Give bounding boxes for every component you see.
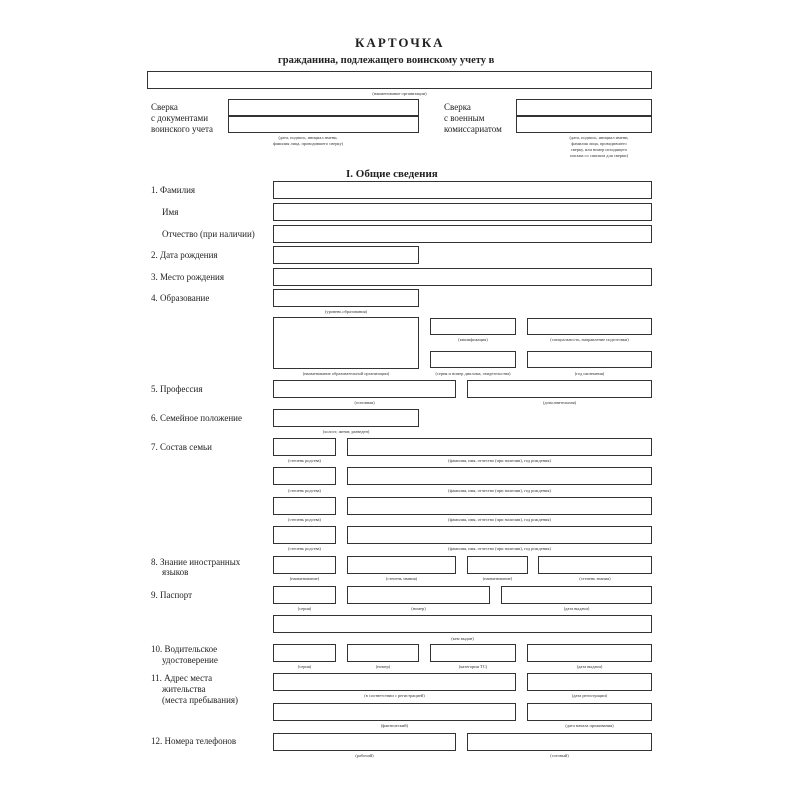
license-issue-date-field[interactable] <box>527 644 652 662</box>
card-title: КАРТОЧКА <box>355 35 445 50</box>
license-category-field[interactable] <box>430 644 516 662</box>
surname-field[interactable] <box>273 181 652 199</box>
license-label-2: удостоверение <box>162 655 218 665</box>
language-name-field-1[interactable] <box>273 556 336 574</box>
profession-main-caption: (основная) <box>354 400 375 405</box>
languages-label-1: 8. Знание иностранных <box>151 557 241 567</box>
address-registered-caption: (в соответствии с регистрацией) <box>364 693 425 698</box>
mobile-phone-field[interactable] <box>467 733 652 751</box>
diploma-caption: (серия и номер диплома, свидетельства) <box>435 371 511 376</box>
education-level-field[interactable] <box>273 289 419 307</box>
verify-comm-label-3: комиссариатом <box>444 124 502 134</box>
verify-comm-caption-2: фамилия лица, проводившего <box>571 141 627 146</box>
license-issue-date-caption: (дата выдачи) <box>576 664 603 669</box>
name-label: Имя <box>162 207 179 217</box>
license-label-1: 10. Водительское <box>151 644 218 654</box>
education-level-caption: (уровень образования) <box>324 309 368 314</box>
registration-date-caption: (дата регистрации) <box>571 693 608 698</box>
card-subtitle: гражданина, подлежащего воинскому учету в <box>278 55 495 66</box>
profession-additional-caption: (дополнительная) <box>542 400 577 405</box>
family-kinship-field-2[interactable] <box>273 467 336 485</box>
language-level-field-1[interactable] <box>347 556 456 574</box>
passport-series-field[interactable] <box>273 586 336 604</box>
specialty-field[interactable] <box>527 318 652 335</box>
passport-number-caption: (номер) <box>411 606 426 611</box>
family-member-caption-4: (фамилия, имя, отчество (при наличии), год рождения) <box>448 546 551 551</box>
marital-caption: (холост, женат, разведен) <box>322 429 370 434</box>
patronymic-field[interactable] <box>273 225 652 243</box>
address-label-3: (места пребывания) <box>162 695 239 705</box>
verify-comm-caption-1: (дата, подпись, инициал имени, <box>569 135 629 140</box>
address-label-1: 11. Адрес места <box>151 673 213 683</box>
qualification-field[interactable] <box>430 318 516 335</box>
family-member-field-4[interactable] <box>347 526 652 544</box>
work-phone-field[interactable] <box>273 733 456 751</box>
language-level-caption-2: (степень знания) <box>579 576 611 581</box>
passport-label: 9. Паспорт <box>151 590 193 600</box>
verify-comm-caption-3: сверку, или номер исходящего <box>570 147 628 152</box>
language-name-caption-1: (наименование) <box>289 576 320 581</box>
mobile-phone-caption: (сотовый) <box>550 753 569 758</box>
language-level-field-2[interactable] <box>538 556 652 574</box>
family-kinship-caption-3: (степень родства) <box>288 517 321 522</box>
verify-docs-field-2[interactable] <box>228 116 419 133</box>
verify-comm-caption-4: письма со списком для сверки) <box>570 153 628 158</box>
family-member-field-1[interactable] <box>347 438 652 456</box>
verify-docs-label-1: Сверка <box>151 102 178 112</box>
section-title: I. Общие сведения <box>346 168 438 180</box>
birth-date-field[interactable] <box>273 246 419 264</box>
work-phone-caption: (рабочий) <box>355 753 374 758</box>
verify-comm-label-2: с военным <box>444 113 485 123</box>
birth-place-label: 3. Место рождения <box>151 272 225 282</box>
verify-docs-caption-2: фамилия лица, проводившего сверку) <box>272 141 344 146</box>
address-actual-field[interactable] <box>273 703 516 721</box>
residence-start-field[interactable] <box>527 703 652 721</box>
license-category-caption: (категории ТС) <box>458 664 488 669</box>
birth-place-field[interactable] <box>273 268 652 286</box>
patronymic-label: Отчество (при наличии) <box>162 229 255 239</box>
license-number-caption: (номер) <box>375 664 391 669</box>
family-kinship-caption-2: (степень родства) <box>288 488 321 493</box>
address-label-2: жительства <box>162 684 206 694</box>
verify-docs-label-2: с документами <box>151 113 209 123</box>
passport-series-caption: (серия) <box>297 606 312 611</box>
family-label: 7. Состав семьи <box>151 442 212 452</box>
address-registered-field[interactable] <box>273 673 516 691</box>
verify-comm-field-2[interactable] <box>516 116 652 133</box>
languages-label-2: языков <box>162 567 189 577</box>
family-kinship-field-4[interactable] <box>273 526 336 544</box>
family-kinship-field-1[interactable] <box>273 438 336 456</box>
phones-label: 12. Номера телефонов <box>151 736 237 746</box>
profession-main-field[interactable] <box>273 380 456 398</box>
marital-field[interactable] <box>273 409 419 427</box>
family-kinship-field-3[interactable] <box>273 497 336 515</box>
family-kinship-caption-1: (степень родства) <box>288 458 321 463</box>
qualification-caption: (квалификация) <box>458 337 488 342</box>
family-member-caption-1: (фамилия, имя, отчество (при наличии), год рождения) <box>448 458 551 463</box>
passport-number-field[interactable] <box>347 586 490 604</box>
registration-date-field[interactable] <box>527 673 652 691</box>
institution-caption: (наименование образовательной организации) <box>302 371 390 376</box>
institution-field[interactable] <box>273 317 419 369</box>
passport-issued-by-caption: (кем выдан) <box>451 636 474 641</box>
organization-field[interactable] <box>147 71 652 89</box>
family-kinship-caption-4: (степень родства) <box>288 546 321 551</box>
license-number-field[interactable] <box>347 644 419 662</box>
education-label: 4. Образование <box>151 293 210 303</box>
specialty-caption: (специальность, направление подготовки) <box>550 337 629 342</box>
family-member-field-3[interactable] <box>347 497 652 515</box>
marital-label: 6. Семейное положение <box>151 413 242 423</box>
address-actual-caption: (фактический) <box>380 723 409 728</box>
language-name-caption-2: (наименование) <box>482 576 513 581</box>
passport-issued-by-field[interactable] <box>273 615 652 633</box>
language-level-caption-1: (степень знания) <box>385 576 418 581</box>
birth-date-label: 2. Дата рождения <box>151 250 218 260</box>
graduation-year-caption: (год окончания) <box>574 371 605 376</box>
surname-label: 1. Фамилия <box>151 185 196 195</box>
name-field[interactable] <box>273 203 652 221</box>
verify-docs-field-1[interactable] <box>228 99 419 116</box>
license-series-field[interactable] <box>273 644 336 662</box>
family-member-caption-3: (фамилия, имя, отчество (при наличии), год рождения) <box>448 517 551 522</box>
license-series-caption: (серия) <box>297 664 312 669</box>
organization-caption: (наименование организации) <box>372 91 427 96</box>
verify-docs-caption-1: (дата, подпись, инициал имени, <box>278 135 338 140</box>
graduation-year-field[interactable] <box>527 351 652 368</box>
family-member-caption-2: (фамилия, имя, отчество (при наличии), год рождения) <box>448 488 551 493</box>
diploma-field[interactable] <box>430 351 516 368</box>
profession-label: 5. Профессия <box>151 384 203 394</box>
passport-issue-date-caption: (дата выдачи) <box>563 606 590 611</box>
language-name-field-2[interactable] <box>467 556 528 574</box>
verify-docs-label-3: воинского учета <box>151 124 214 134</box>
verify-comm-field-1[interactable] <box>516 99 652 116</box>
residence-start-caption: (дата начала проживания) <box>565 723 614 728</box>
family-member-field-2[interactable] <box>347 467 652 485</box>
verify-comm-label-1: Сверка <box>444 102 471 112</box>
passport-issue-date-field[interactable] <box>501 586 652 604</box>
profession-additional-field[interactable] <box>467 380 652 398</box>
